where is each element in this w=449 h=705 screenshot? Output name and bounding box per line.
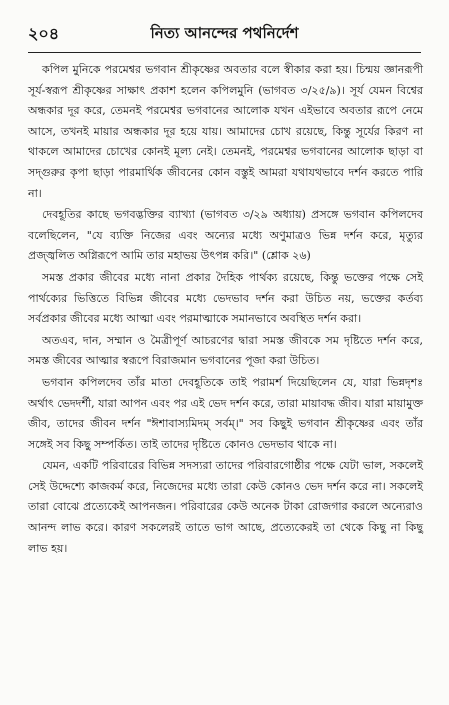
paragraph-4: অতএব, দান, সম্মান ও মৈত্রীপূর্ণ আচরণের দ্বারা সমস্ত জীবকে সম দৃষ্টিতে দর্শন করে, সমস্ত জীবের আত্মার স্বরূপে বিরাজমান ভগবানের পূজা করা উচিত।	[28, 333, 423, 368]
header-rule	[28, 52, 421, 53]
page-header	[28, 20, 421, 48]
paragraph-6: যেমন, একটি পরিবারের বিভিন্ন সদস্যরা তাদের পরিবারগোষ্ঠীর পক্ষে যেটা ভাল, সকলেই সেই উদ্দেশ্যে কাজকর্ম করে, নিজেদের মধ্যে তারা কেউ কোনও ভেদ দর্শন করে না। সকলেই তারা বোঝে প্রত্যেকেই আপনজন। পরিবারের কেউ অনেক টাকা রোজগার করলে অন্যেরাও আনন্দ লাভ করে। কারণ সকলেরই তাতে ভাগ আছে, প্রত্যেকেরই তা থেকে কিছু না কিছু লাভ হয়।	[28, 459, 423, 555]
page-number: ২০৪	[28, 23, 60, 43]
running-title: নিত্য আনন্দের পথনির্দেশ	[150, 23, 299, 42]
paragraph-5: ভগবান কপিলদেব তাঁর মাতা দেবহূতিকে তাই পরামর্শ দিয়েছিলেন যে, যারা ভিন্নদৃশঃ অর্থাৎ ভেদদর্শী, যারা আপন এবং পর এই ভেদ দর্শন করে, তারা মায়াবদ্ধ জীব। যারা মায়ামুক্ত জীব, তাদের জীবন দর্শন "ঈশাবাস্যমিদম্ সর্বম্।" সব কিছুই ভগবান শ্রীকৃষ্ণের এবং তাঁর সঙ্গেই সব কিছু সম্পর্কিত। তাই তাদের দৃষ্টিতে কোনও ভেদভাব থাকে না।	[28, 375, 423, 451]
paragraph-2: দেবহূতির কাছে ভগবদ্ভক্তির ব্যাখ্যা (ভাগবত ৩/২৯ অধ্যায়) প্রসঙ্গে ভগবান কপিলদেব বলেছিলেন, "যে ব্যক্তি নিজের এবং অন্যের মধ্যে অণুমাত্রও ভিন্ন দর্শন করে, মৃত্যুর প্রজ্জ্বলিত অগ্নিরূপে আমি তার মহাভয় উৎপন্ন করি।" (শ্লোক ২৬)	[28, 208, 423, 263]
paragraph-3: সমস্ত প্রকার জীবের মধ্যে নানা প্রকার দৈহিক পার্থক্য রয়েছে, কিন্তু ভক্তের পক্ষে সেই পার্থক্যের ভিত্তিতে বিভিন্ন জীবের মধ্যে ভেদভাব দর্শন করা উচিত নয়, ভক্তের কর্তব্য সর্বপ্রকার জীবের মধ্যে আত্মা এবং পরমাত্মাকে সমানভাবে অবস্থিত দর্শন করা।	[28, 270, 423, 326]
page-body	[28, 60, 423, 560]
paragraph-1: কপিল মুনিকে পরমেশ্বর ভগবান শ্রীকৃষ্ণের অবতার বলে স্বীকার করা হয়। চিন্ময় জ্ঞানরূপী সূর্য-স্বরূপ শ্রীকৃষ্ণের সাক্ষাৎ প্রকাশ হলেন কপিলমুনি (ভাগবত ৩/২৫/৯)। সূর্য যেমন বিশ্বের অন্ধকার দূর করে, তেমনই পরমেশ্বর ভগবানের আলোক যখন এইভাবে অবতার রূপে নেমে আসে, তখনই মায়ার অন্ধকার দূর হয়ে যায়। আমাদের চোখ রয়েছে, কিন্তু সূর্যের কিরণ না থাকলে আমাদের চোখের কোনই মূল্য নেই। তেমনই, পরমেশ্বর ভগবানের আলোক ছাড়া বা সদ্গুরুর কৃপা ছাড়া পারমার্থিক জীবনের কোন বস্তুই আমরা যথাযথভাবে দর্শন করতে পারি না।	[28, 63, 423, 200]
